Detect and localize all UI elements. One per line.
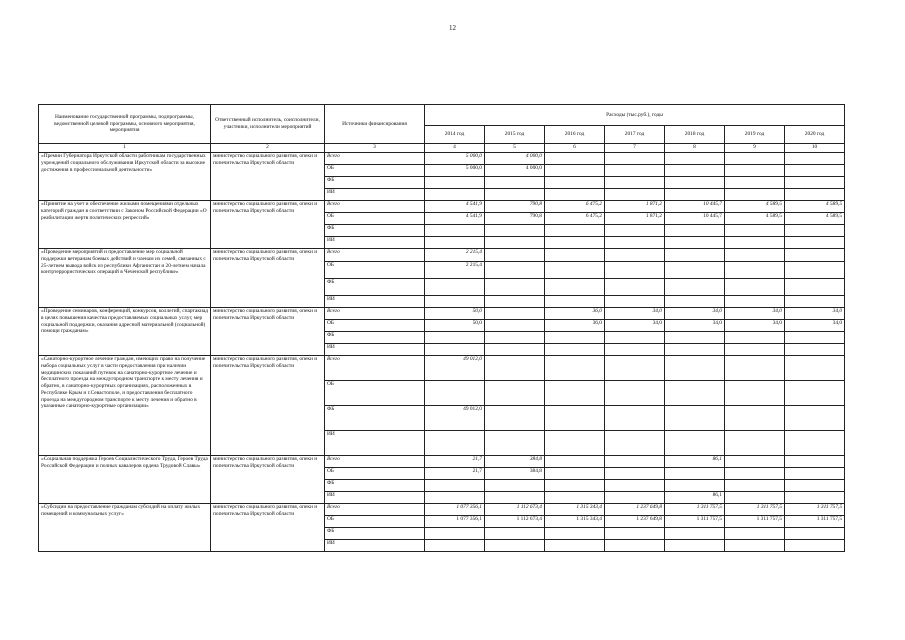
amount-cell: 1 311 757,5 xyxy=(785,504,845,516)
amount-cell: 790,8 xyxy=(485,213,545,225)
program-name: «Премии Губернатора Иркутской области работникам государственных учреждений социального обслуживания Иркутской области за высокие достижения в профессиональной деятельности» xyxy=(39,153,211,201)
column-number: 6 xyxy=(545,144,605,153)
amount-cell xyxy=(665,431,725,456)
amount-cell xyxy=(605,480,665,492)
amount-cell xyxy=(665,480,725,492)
header-year: 2019 год xyxy=(725,126,785,144)
column-number: 10 xyxy=(785,144,845,153)
amount-cell xyxy=(485,262,545,279)
amount-cell: 34,0 xyxy=(785,308,845,320)
amount-cell xyxy=(665,468,725,480)
program-name: «Санаторно-курортное лечение граждан, имеющих право на получение набора социальных услуг в части предоставления при наличии медицинских показаний путевок на санаторно-курортное лечение и бесплатного проезда на междугородном транспорте к месту лечения и обратно, в санаторно-курортных организациях, расположенных в Республике Крым и г.Севастополе, и предоставления бесплатного проезда на междугородном транспорте к месту лечения и обратно в указанные санаторно-курортные организации» xyxy=(39,356,211,456)
amount-cell xyxy=(665,540,725,552)
amount-cell xyxy=(785,296,845,308)
amount-cell xyxy=(725,177,785,189)
amount-cell xyxy=(485,344,545,356)
amount-cell xyxy=(785,456,845,468)
header-sources: Источники финансирования xyxy=(325,105,425,144)
funding-source: ФБ xyxy=(325,279,425,296)
amount-cell xyxy=(725,332,785,344)
program-name: «Социальная поддержка Героев Социалистического Труда, Героев Труда Российской Федерации и полных кавалеров ордена Трудовой Славы» xyxy=(39,456,211,504)
amount-cell: 34,0 xyxy=(605,308,665,320)
amount-cell: 34,0 xyxy=(785,320,845,332)
amount-cell xyxy=(485,189,545,201)
amount-cell: 1 112 673,4 xyxy=(485,516,545,528)
amount-cell: 1 112 673,4 xyxy=(485,504,545,516)
funding-source: ОБ xyxy=(325,381,425,406)
amount-cell xyxy=(785,480,845,492)
amount-cell: 10 445,7 xyxy=(665,201,725,213)
amount-cell: 5 000,0 xyxy=(425,165,485,177)
funding-source: ФБ xyxy=(325,480,425,492)
amount-cell xyxy=(725,344,785,356)
amount-cell: 34,0 xyxy=(665,320,725,332)
amount-cell xyxy=(785,431,845,456)
amount-cell xyxy=(665,332,725,344)
amount-cell xyxy=(605,381,665,406)
amount-cell xyxy=(725,356,785,381)
amount-cell xyxy=(605,456,665,468)
amount-cell: 49 012,0 xyxy=(425,356,485,381)
column-number: 1 xyxy=(39,144,211,153)
amount-cell: 1 871,2 xyxy=(605,213,665,225)
column-number: 2 xyxy=(211,144,325,153)
amount-cell xyxy=(785,468,845,480)
amount-cell xyxy=(605,528,665,540)
amount-cell xyxy=(785,189,845,201)
amount-cell xyxy=(725,153,785,165)
amount-cell xyxy=(545,189,605,201)
amount-cell xyxy=(545,431,605,456)
header-executor: Ответственный исполнитель, соисполнители, участники, исполнители мероприятий xyxy=(211,105,325,144)
amount-cell: 2 215,4 xyxy=(425,249,485,262)
amount-cell xyxy=(545,480,605,492)
amount-cell xyxy=(785,279,845,296)
amount-cell xyxy=(485,225,545,237)
amount-cell xyxy=(425,492,485,504)
table-row xyxy=(39,249,845,262)
amount-cell xyxy=(425,189,485,201)
funding-source: ФБ xyxy=(325,528,425,540)
executor: министерство социального развития, опеки и попечительства Иркутской области xyxy=(211,249,325,308)
amount-cell xyxy=(605,332,665,344)
program-name: «Проведение мероприятий и предоставление мер социальной поддержки ветеранам боевых действий и членам их семей, связанных с 25-летием вывода войск из республики Афганистан и 20-летием начала контртеррористических операций в Чеченской республике» xyxy=(39,249,211,308)
amount-cell xyxy=(605,296,665,308)
amount-cell: 4 589,5 xyxy=(725,201,785,213)
amount-cell xyxy=(725,406,785,431)
amount-cell: 86,1 xyxy=(665,492,725,504)
amount-cell xyxy=(725,225,785,237)
amount-cell: 4 000,0 xyxy=(485,165,545,177)
amount-cell xyxy=(725,540,785,552)
amount-cell xyxy=(425,540,485,552)
amount-cell: 86,1 xyxy=(665,456,725,468)
amount-cell xyxy=(785,492,845,504)
funding-source: ИИ xyxy=(325,431,425,456)
amount-cell xyxy=(485,406,545,431)
amount-cell xyxy=(665,296,725,308)
amount-cell xyxy=(725,262,785,279)
amount-cell: 50,0 xyxy=(425,308,485,320)
amount-cell xyxy=(605,279,665,296)
amount-cell xyxy=(785,528,845,540)
amount-cell xyxy=(545,344,605,356)
amount-cell xyxy=(545,492,605,504)
amount-cell xyxy=(665,356,725,381)
amount-cell xyxy=(605,540,665,552)
amount-cell xyxy=(665,165,725,177)
amount-cell: 1 311 757,5 xyxy=(665,504,725,516)
funding-source: ОБ xyxy=(325,165,425,177)
amount-cell xyxy=(425,431,485,456)
header-year: 2014 год xyxy=(425,126,485,144)
amount-cell: 34,0 xyxy=(725,320,785,332)
amount-cell xyxy=(545,381,605,406)
amount-cell xyxy=(545,540,605,552)
amount-cell xyxy=(785,153,845,165)
financing-table xyxy=(38,104,845,552)
amount-cell xyxy=(425,528,485,540)
amount-cell xyxy=(665,189,725,201)
amount-cell xyxy=(485,249,545,262)
amount-cell xyxy=(665,528,725,540)
amount-cell xyxy=(485,356,545,381)
amount-cell xyxy=(605,406,665,431)
amount-cell xyxy=(665,262,725,279)
amount-cell xyxy=(485,528,545,540)
funding-source: ИИ xyxy=(325,189,425,201)
amount-cell xyxy=(785,332,845,344)
amount-cell xyxy=(485,177,545,189)
amount-cell: 790,8 xyxy=(485,201,545,213)
amount-cell: 4 000,0 xyxy=(485,153,545,165)
table-row xyxy=(39,153,845,165)
amount-cell xyxy=(425,225,485,237)
amount-cell xyxy=(785,225,845,237)
funding-source: Всего xyxy=(325,308,425,320)
amount-cell xyxy=(605,165,665,177)
header-year: 2017 год xyxy=(605,126,665,144)
program-name: «Проведение семинаров, конференций, конкурсов, коллегий, спартакиад в целях повышения качества предоставляемых социальных услуг, мер социальной поддержки, оказания адресной материальной (социальной) помощи гражданам» xyxy=(39,308,211,356)
amount-cell xyxy=(425,480,485,492)
amount-cell xyxy=(785,165,845,177)
amount-cell xyxy=(545,279,605,296)
table-row xyxy=(39,456,845,468)
amount-cell: 1 315 343,4 xyxy=(545,504,605,516)
funding-source: ИИ xyxy=(325,540,425,552)
amount-cell xyxy=(545,406,605,431)
funding-source: ФБ xyxy=(325,177,425,189)
executor: министерство социального развития, опеки и попечительства Иркутской области xyxy=(211,356,325,456)
amount-cell xyxy=(725,279,785,296)
amount-cell: 6 475,2 xyxy=(545,201,605,213)
program-name: «Принятие на учет и обеспечение жилыми помещениями отдельных категорий граждан в соответствии с Законом Российской Федерации «О реабилитации жертв политических репрессий» xyxy=(39,201,211,249)
funding-source: ИИ xyxy=(325,344,425,356)
table-row xyxy=(39,356,845,381)
funding-source: ФБ xyxy=(325,225,425,237)
amount-cell xyxy=(725,480,785,492)
funding-source: Всего xyxy=(325,356,425,381)
amount-cell xyxy=(485,492,545,504)
table-row xyxy=(39,504,845,516)
column-number: 8 xyxy=(665,144,725,153)
amount-cell xyxy=(665,153,725,165)
amount-cell xyxy=(665,237,725,249)
funding-source: ФБ xyxy=(325,406,425,431)
header-program-name: Наименование государственной программы, подпрограммы, ведомственной целевой программы, основного мероприятия, мероприятия xyxy=(39,105,211,144)
amount-cell xyxy=(785,344,845,356)
amount-cell xyxy=(425,381,485,406)
funding-source: Всего xyxy=(325,249,425,262)
funding-source: ОБ xyxy=(325,320,425,332)
amount-cell: 4 589,5 xyxy=(785,201,845,213)
executor: министерство социального развития, опеки и попечительства Иркутской области xyxy=(211,308,325,356)
amount-cell xyxy=(485,332,545,344)
amount-cell: 34,0 xyxy=(605,320,665,332)
amount-cell xyxy=(485,320,545,332)
amount-cell xyxy=(785,356,845,381)
amount-cell xyxy=(545,332,605,344)
amount-cell: 4 589,5 xyxy=(785,213,845,225)
amount-cell: 1 237 649,8 xyxy=(605,504,665,516)
amount-cell xyxy=(545,262,605,279)
amount-cell xyxy=(425,296,485,308)
amount-cell xyxy=(605,262,665,279)
amount-cell xyxy=(665,249,725,262)
amount-cell xyxy=(545,225,605,237)
column-number: 3 xyxy=(325,144,425,153)
amount-cell xyxy=(605,177,665,189)
amount-cell xyxy=(425,344,485,356)
amount-cell xyxy=(785,237,845,249)
amount-cell xyxy=(605,225,665,237)
amount-cell: 4 541,9 xyxy=(425,213,485,225)
amount-cell xyxy=(545,177,605,189)
amount-cell: 384,8 xyxy=(485,456,545,468)
funding-source: ФБ xyxy=(325,332,425,344)
funding-source: ИИ xyxy=(325,492,425,504)
header-year: 2016 год xyxy=(545,126,605,144)
executor: министерство социального развития, опеки и попечительства Иркутской области xyxy=(211,201,325,249)
amount-cell xyxy=(545,153,605,165)
amount-cell: 1 311 757,5 xyxy=(725,504,785,516)
page-number: 12 xyxy=(449,24,456,32)
amount-cell xyxy=(785,262,845,279)
amount-cell xyxy=(785,540,845,552)
amount-cell: 1 311 757,5 xyxy=(665,516,725,528)
amount-cell xyxy=(485,279,545,296)
amount-cell xyxy=(545,528,605,540)
funding-source: ИИ xyxy=(325,237,425,249)
table-row xyxy=(39,308,845,320)
column-number: 9 xyxy=(725,144,785,153)
column-number: 7 xyxy=(605,144,665,153)
amount-cell xyxy=(605,153,665,165)
funding-source: Всего xyxy=(325,456,425,468)
amount-cell xyxy=(725,165,785,177)
funding-source: Всего xyxy=(325,153,425,165)
amount-cell: 10 445,7 xyxy=(665,213,725,225)
amount-cell: 384,8 xyxy=(485,468,545,480)
amount-cell: 1 311 757,5 xyxy=(725,516,785,528)
amount-cell xyxy=(545,296,605,308)
amount-cell: 36,0 xyxy=(545,320,605,332)
amount-cell: 1 077 356,1 xyxy=(425,504,485,516)
amount-cell xyxy=(725,237,785,249)
amount-cell xyxy=(785,177,845,189)
amount-cell: 34,0 xyxy=(665,308,725,320)
funding-source: ОБ xyxy=(325,262,425,279)
amount-cell xyxy=(545,165,605,177)
amount-cell xyxy=(545,356,605,381)
amount-cell xyxy=(425,332,485,344)
column-number: 4 xyxy=(425,144,485,153)
amount-cell xyxy=(665,177,725,189)
amount-cell xyxy=(425,279,485,296)
amount-cell xyxy=(485,237,545,249)
amount-cell xyxy=(425,237,485,249)
executor: министерство социального развития, опеки и попечительства Иркутской области xyxy=(211,504,325,552)
funding-source: ОБ xyxy=(325,516,425,528)
amount-cell xyxy=(725,381,785,406)
amount-cell xyxy=(545,456,605,468)
amount-cell xyxy=(545,468,605,480)
amount-cell xyxy=(485,540,545,552)
amount-cell xyxy=(605,237,665,249)
amount-cell xyxy=(665,225,725,237)
table-row xyxy=(39,201,845,213)
amount-cell: 50,0 xyxy=(425,320,485,332)
amount-cell xyxy=(665,279,725,296)
amount-cell: 1 315 343,4 xyxy=(545,516,605,528)
funding-source: ОБ xyxy=(325,468,425,480)
amount-cell xyxy=(545,249,605,262)
amount-cell xyxy=(605,344,665,356)
amount-cell xyxy=(605,356,665,381)
header-year: 2015 год xyxy=(485,126,545,144)
funding-source: ИИ xyxy=(325,296,425,308)
executor: министерство социального развития, опеки и попечительства Иркутской области xyxy=(211,456,325,504)
column-number: 5 xyxy=(485,144,545,153)
amount-cell xyxy=(545,237,605,249)
amount-cell: 1 871,2 xyxy=(605,201,665,213)
amount-cell xyxy=(725,249,785,262)
amount-cell xyxy=(485,381,545,406)
amount-cell xyxy=(485,480,545,492)
amount-cell xyxy=(485,308,545,320)
program-name: «Субсидии на предоставление гражданам субсидий на оплату жилых помещений и коммунальных услуг» xyxy=(39,504,211,552)
funding-source: ОБ xyxy=(325,213,425,225)
amount-cell: 2 215,4 xyxy=(425,262,485,279)
amount-cell: 21,7 xyxy=(425,468,485,480)
amount-cell xyxy=(725,431,785,456)
executor: министерство социального развития, опеки и попечительства Иркутской области xyxy=(211,153,325,201)
amount-cell xyxy=(725,468,785,480)
header-year: 2018 год xyxy=(665,126,725,144)
amount-cell xyxy=(725,528,785,540)
amount-cell: 6 475,2 xyxy=(545,213,605,225)
funding-source: Всего xyxy=(325,201,425,213)
amount-cell: 5 000,0 xyxy=(425,153,485,165)
amount-cell xyxy=(665,344,725,356)
amount-cell xyxy=(665,406,725,431)
amount-cell xyxy=(785,406,845,431)
amount-cell xyxy=(725,492,785,504)
amount-cell xyxy=(605,431,665,456)
amount-cell: 49 012,0 xyxy=(425,406,485,431)
amount-cell: 1 237 649,8 xyxy=(605,516,665,528)
amount-cell xyxy=(785,381,845,406)
amount-cell: 4 541,9 xyxy=(425,201,485,213)
amount-cell: 1 077 356,1 xyxy=(425,516,485,528)
header-expenses: Расходы (тыс.руб.), годы xyxy=(425,105,845,126)
amount-cell: 1 311 757,5 xyxy=(785,516,845,528)
amount-cell: 36,0 xyxy=(545,308,605,320)
amount-cell: 4 589,5 xyxy=(725,213,785,225)
amount-cell xyxy=(665,381,725,406)
amount-cell xyxy=(605,249,665,262)
amount-cell: 21,7 xyxy=(425,456,485,468)
amount-cell xyxy=(725,296,785,308)
amount-cell xyxy=(725,456,785,468)
amount-cell: 34,0 xyxy=(725,308,785,320)
amount-cell xyxy=(485,296,545,308)
amount-cell xyxy=(605,492,665,504)
amount-cell xyxy=(785,249,845,262)
amount-cell xyxy=(605,468,665,480)
amount-cell xyxy=(425,177,485,189)
amount-cell xyxy=(605,189,665,201)
amount-cell xyxy=(485,431,545,456)
funding-source: Всего xyxy=(325,504,425,516)
amount-cell xyxy=(725,189,785,201)
header-year: 2020 год xyxy=(785,126,845,144)
